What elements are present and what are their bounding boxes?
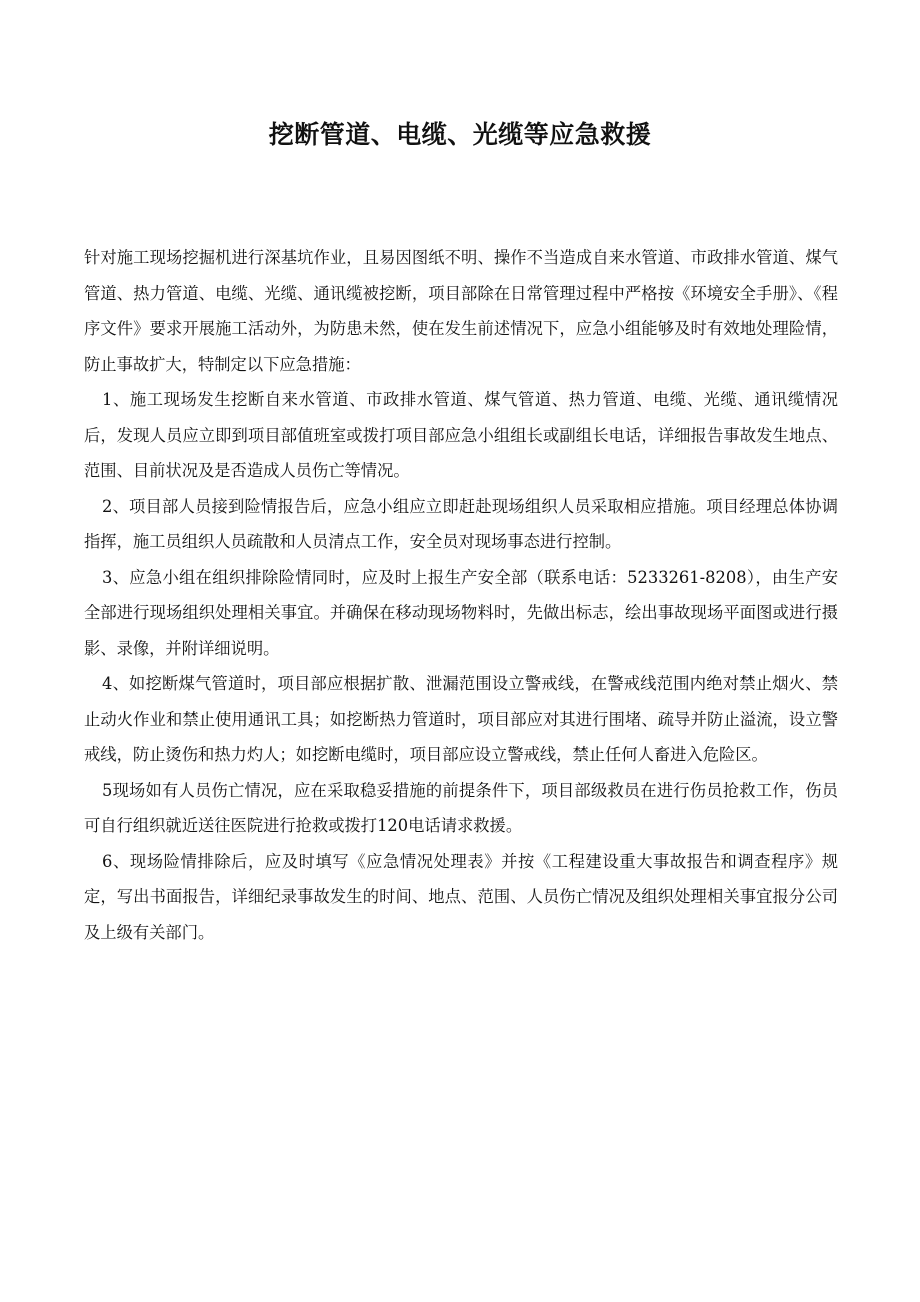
measure-item-6: 6、现场险情排除后，应及时填写《应急情况处理表》并按《工程建设重大事故报告和调查程序》规定，写出书面报告，详细纪录事故发生的时间、地点、范围、人员伤亡情况及组织处理相关事宜报分公司及上级有关部门。 [84,851,838,942]
measure-item-2: 2、项目部人员接到险情报告后，应急小组应立即赶赴现场组织人员采取相应措施。项目经理总体协调指挥，施工员组织人员疏散和人员清点工作，安全员对现场事态进行控制。 [84,496,838,551]
measure-item-5: 5现场如有人员伤亡情况，应在采取稳妥措施的前提条件下，项目部级救员在进行伤员抢救工作，伤员可自行组织就近送往医院进行抢救或拨打120电话请求救援。 [84,780,838,835]
measure-item-4: 4、如挖断煤气管道时，项目部应根据扩散、泄漏范围设立警戒线，在警戒线范围内绝对禁止烟火、禁止动火作业和禁止使用通讯工具；如挖断热力管道时，项目部应对其进行围堵、疏导并防止溢流，设立警戒线，防止烫伤和热力灼人；如挖断电缆时，项目部应设立警戒线，禁止任何人畜进入危险区。 [84,674,838,764]
intro-paragraph: 针对施工现场挖掘机进行深基坑作业，且易因图纸不明、操作不当造成自来水管道、市政排水管道、煤气管道、热力管道、电缆、光缆、通讯缆被挖断，项目部除在日常管理过程中严格按《环境安全手册》、《程序文件》要求开展施工活动外，为防患未然，使在发生前述情况下，应急小组能够及时有效地处理险情，防止事故扩大，特制定以下应急措施： [84,248,838,374]
measure-item-1: 1、施工现场发生挖断自来水管道、市政排水管道、煤气管道、热力管道、电缆、光缆、通讯缆情况后，发现人员应立即到项目部值班室或拨打项目部应急小组组长或副组长电话，详细报告事故发生地点、范围、目前状况及是否造成人员伤亡等情况。 [84,390,838,480]
measure-item-3: 3、应急小组在组织排除险情同时，应及时上报生产安全部（联系电话：5233261-8208），由生产安全部进行现场组织处理相关事宜。并确保在移动现场物料时，先做出标志，绘出事故现场平面图或进行摄影、录像，并附详细说明。 [84,567,838,658]
document-title: 挖断管道、电缆、光缆等应急救援 [268,120,652,149]
document-body [84,240,838,950]
